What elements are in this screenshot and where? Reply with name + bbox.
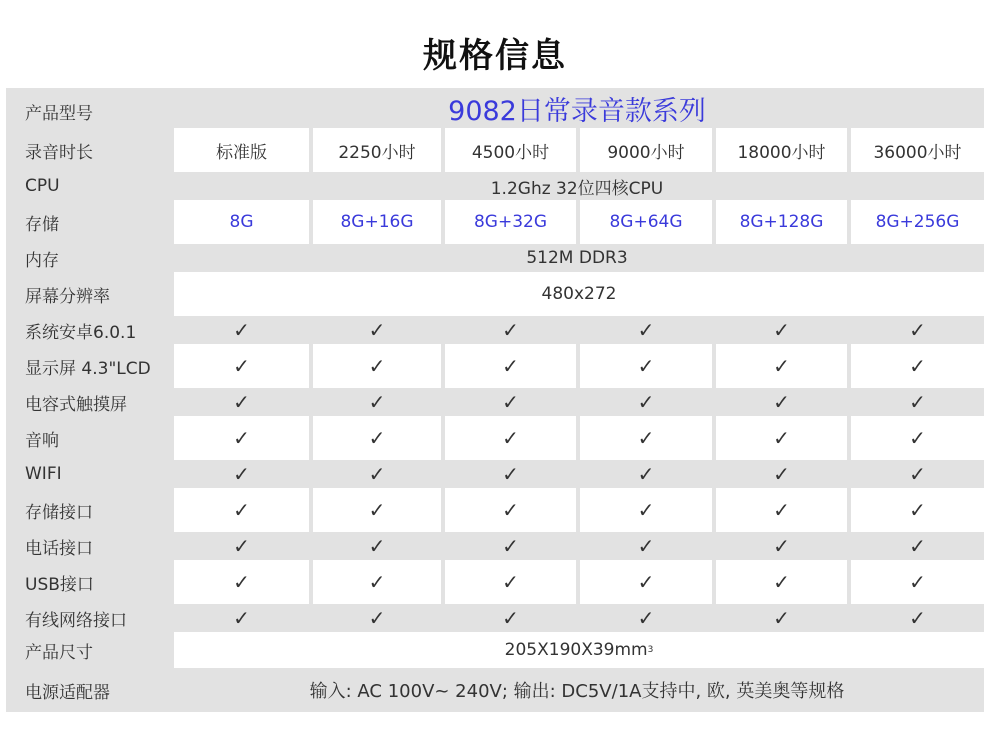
check-icon: ✓ <box>716 560 847 604</box>
check-icon: ✓ <box>580 560 712 604</box>
page-title: 规格信息 <box>423 36 567 76</box>
row-label: 屏幕分辨率 <box>6 272 170 316</box>
check-icon: ✓ <box>368 534 386 558</box>
check-icon: ✓ <box>773 534 790 558</box>
duration-value: 18000小时 <box>716 128 847 172</box>
row-label: CPU <box>25 176 60 196</box>
row-label: 内存 <box>25 250 59 271</box>
memory-value: 512M DDR3 <box>526 248 628 268</box>
row-feature <box>6 416 984 460</box>
duration-value: 9000小时 <box>580 128 712 172</box>
row-label: 产品型号 <box>25 104 93 124</box>
row-feature <box>6 560 984 604</box>
row-label: 电话接口 <box>25 538 93 559</box>
check-icon: ✓ <box>233 390 250 414</box>
check-icon: ✓ <box>233 462 250 486</box>
row-label: 显示屏 4.3"LCD <box>6 344 170 388</box>
check-icon: ✓ <box>851 488 984 532</box>
power-value: 输入: AC 100V~ 240V; 输出: DC5V/1A支持中, 欧, 英美奥等规格 <box>309 681 845 702</box>
feature-check-rows <box>6 316 984 632</box>
row-label: 存储接口 <box>6 488 170 532</box>
check-icon: ✓ <box>502 462 519 486</box>
row-feature <box>6 460 984 488</box>
row-label: 有线网络接口 <box>25 610 127 631</box>
check-icon: ✓ <box>851 344 984 388</box>
spec-table <box>6 88 984 712</box>
duration-value: 4500小时 <box>445 128 576 172</box>
check-icon: ✓ <box>851 416 984 460</box>
row-label: 电源适配器 <box>25 682 110 703</box>
duration-value: 2250小时 <box>313 128 441 172</box>
check-icon: ✓ <box>909 390 926 414</box>
check-icon: ✓ <box>174 560 309 604</box>
storage-value: 8G+16G <box>313 200 441 244</box>
check-icon: ✓ <box>445 416 576 460</box>
row-label: 音响 <box>6 416 170 460</box>
check-icon: ✓ <box>909 462 926 486</box>
check-icon: ✓ <box>368 318 386 342</box>
check-icon: ✓ <box>716 344 847 388</box>
check-icon: ✓ <box>233 606 250 630</box>
check-icon: ✓ <box>233 534 250 558</box>
check-icon: ✓ <box>637 462 655 486</box>
size-text: 205X190X39mm <box>504 640 648 660</box>
row-label: 录音时长 <box>6 128 170 172</box>
storage-value: 8G+128G <box>716 200 847 244</box>
row-power <box>6 668 984 712</box>
check-icon: ✓ <box>502 390 519 414</box>
check-icon: ✓ <box>445 344 576 388</box>
model-name: 9082日常录音款系列 <box>448 95 706 127</box>
check-icon: ✓ <box>851 560 984 604</box>
check-icon: ✓ <box>773 462 790 486</box>
check-icon: ✓ <box>909 318 926 342</box>
row-label: 存储 <box>6 200 170 244</box>
size-value <box>174 632 984 668</box>
check-icon: ✓ <box>909 534 926 558</box>
row-duration <box>6 128 984 172</box>
check-icon: ✓ <box>502 318 519 342</box>
duration-value: 36000小时 <box>851 128 984 172</box>
check-icon: ✓ <box>716 416 847 460</box>
check-icon: ✓ <box>313 560 441 604</box>
row-label: 产品尺寸 <box>6 632 170 668</box>
row-storage <box>6 200 984 244</box>
row-label: USB接口 <box>6 560 170 604</box>
check-icon: ✓ <box>368 390 386 414</box>
check-icon: ✓ <box>174 344 309 388</box>
check-icon: ✓ <box>445 560 576 604</box>
check-icon: ✓ <box>313 416 441 460</box>
row-resolution <box>6 272 984 316</box>
check-icon: ✓ <box>637 606 655 630</box>
row-feature <box>6 488 984 532</box>
check-icon: ✓ <box>909 606 926 630</box>
check-icon: ✓ <box>716 488 847 532</box>
check-icon: ✓ <box>368 462 386 486</box>
resolution-value: 480x272 <box>174 272 984 316</box>
cpu-value: 1.2Ghz 32位四核CPU <box>490 178 664 199</box>
duration-value: 标准版 <box>174 128 309 172</box>
row-label: WIFI <box>25 464 62 484</box>
storage-value: 8G+32G <box>445 200 576 244</box>
row-feature <box>6 316 984 344</box>
row-feature <box>6 344 984 388</box>
check-icon: ✓ <box>502 534 519 558</box>
check-icon: ✓ <box>773 390 790 414</box>
check-icon: ✓ <box>773 606 790 630</box>
check-icon: ✓ <box>313 344 441 388</box>
row-feature <box>6 532 984 560</box>
model-name-cell <box>170 88 984 128</box>
storage-value: 8G+256G <box>851 200 984 244</box>
row-memory <box>6 244 984 272</box>
check-icon: ✓ <box>174 416 309 460</box>
storage-value: 8G <box>174 200 309 244</box>
check-icon: ✓ <box>637 534 655 558</box>
check-icon: ✓ <box>174 488 309 532</box>
check-icon: ✓ <box>445 488 576 532</box>
storage-value: 8G+64G <box>580 200 712 244</box>
row-model <box>6 88 984 128</box>
row-cpu <box>6 172 984 200</box>
check-icon: ✓ <box>580 416 712 460</box>
row-feature <box>6 388 984 416</box>
check-icon: ✓ <box>233 318 250 342</box>
size-unit-superscript: 3 <box>647 645 654 655</box>
check-icon: ✓ <box>637 318 655 342</box>
row-label: 电容式触摸屏 <box>25 394 127 415</box>
check-icon: ✓ <box>368 606 386 630</box>
check-icon: ✓ <box>637 390 655 414</box>
check-icon: ✓ <box>313 488 441 532</box>
check-icon: ✓ <box>580 344 712 388</box>
check-icon: ✓ <box>502 606 519 630</box>
check-icon: ✓ <box>773 318 790 342</box>
row-feature <box>6 604 984 632</box>
check-icon: ✓ <box>580 488 712 532</box>
row-size <box>6 632 984 668</box>
row-label: 系统安卓6.0.1 <box>25 322 137 343</box>
